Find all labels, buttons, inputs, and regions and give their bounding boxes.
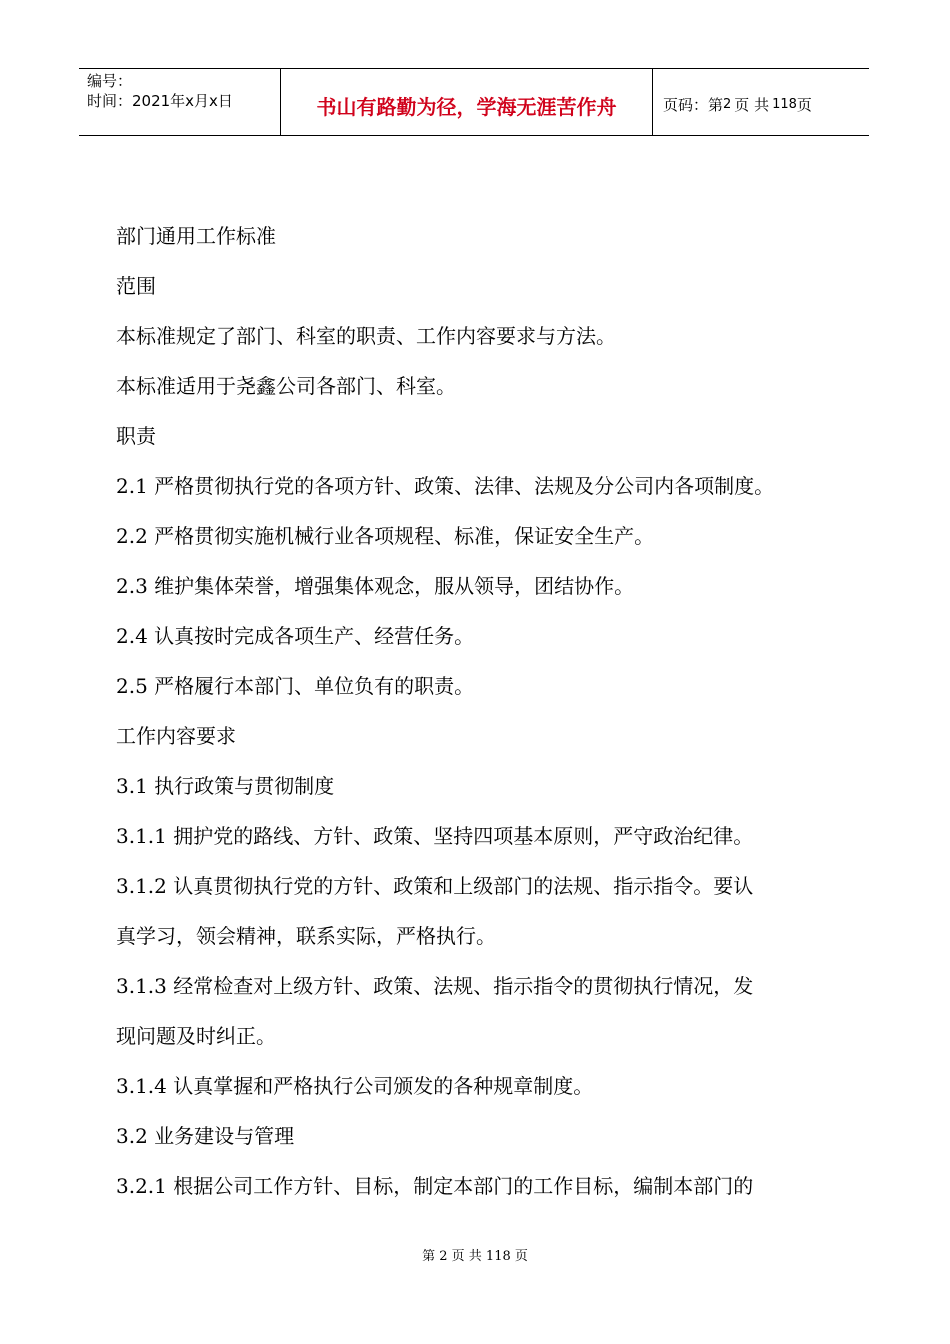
body-line: 3.1 执行政策与贯彻制度 — [116, 774, 335, 798]
body-line: 3.1.3 经常检查对上级方针、政策、法规、指示指令的贯彻执行情况，发 — [116, 974, 754, 998]
header-motto: 书山有路勤为径，学海无涯苦作舟 — [281, 69, 653, 135]
page-prefix: 页码：第 — [663, 95, 724, 114]
page-mid: 页 共 — [734, 95, 770, 114]
header-meta — [79, 69, 281, 135]
body-line: 真学习，领会精神，联系实际，严格执行。 — [116, 924, 496, 948]
body-line: 2.2 严格贯彻实施机械行业各项规程、标准，保证安全生产。 — [116, 524, 655, 548]
body-line: 3.1.1 拥护党的路线、方针、政策、坚持四项基本原则，严守政治纪律。 — [116, 824, 754, 848]
document-body — [116, 211, 838, 1211]
body-line: 3.2 业务建设与管理 — [116, 1124, 295, 1148]
document-date: 时间：2021年x月x日 — [87, 92, 233, 110]
page-footer: 第 2 页 共 118 页 — [422, 1249, 528, 1264]
body-line: 职责 — [116, 424, 156, 448]
body-line: 2.1 严格贯彻执行党的各项方针、政策、法律、法规及分公司内各项制度。 — [116, 474, 775, 498]
body-line: 3.2.1 根据公司工作方针、目标，制定本部门的工作目标，编制本部门的 — [116, 1174, 754, 1198]
body-line: 3.1.4 认真掌握和严格执行公司颁发的各种规章制度。 — [116, 1074, 594, 1098]
header-page-number — [653, 69, 869, 135]
body-line: 部门通用工作标准 — [116, 224, 276, 248]
body-line: 工作内容要求 — [116, 724, 236, 748]
page-total: 118 — [772, 96, 797, 112]
page-suffix: 页 — [796, 95, 812, 114]
body-line: 范围 — [116, 274, 156, 298]
body-line: 2.4 认真按时完成各项生产、经营任务。 — [116, 624, 475, 648]
document-number-label: 编号： — [87, 72, 133, 90]
body-line: 2.5 严格履行本部门、单位负有的职责。 — [116, 674, 475, 698]
body-line: 现问题及时纠正。 — [116, 1024, 276, 1048]
body-line: 本标准规定了部门、科室的职责、工作内容要求与方法。 — [116, 324, 616, 348]
page-current: 2 — [723, 96, 732, 112]
page-header — [79, 68, 869, 136]
body-line: 本标准适用于尧鑫公司各部门、科室。 — [116, 374, 456, 398]
body-line: 2.3 维护集体荣誉，增强集体观念，服从领导，团结协作。 — [116, 574, 635, 598]
body-line: 3.1.2 认真贯彻执行党的方针、政策和上级部门的法规、指示指令。要认 — [116, 874, 754, 898]
